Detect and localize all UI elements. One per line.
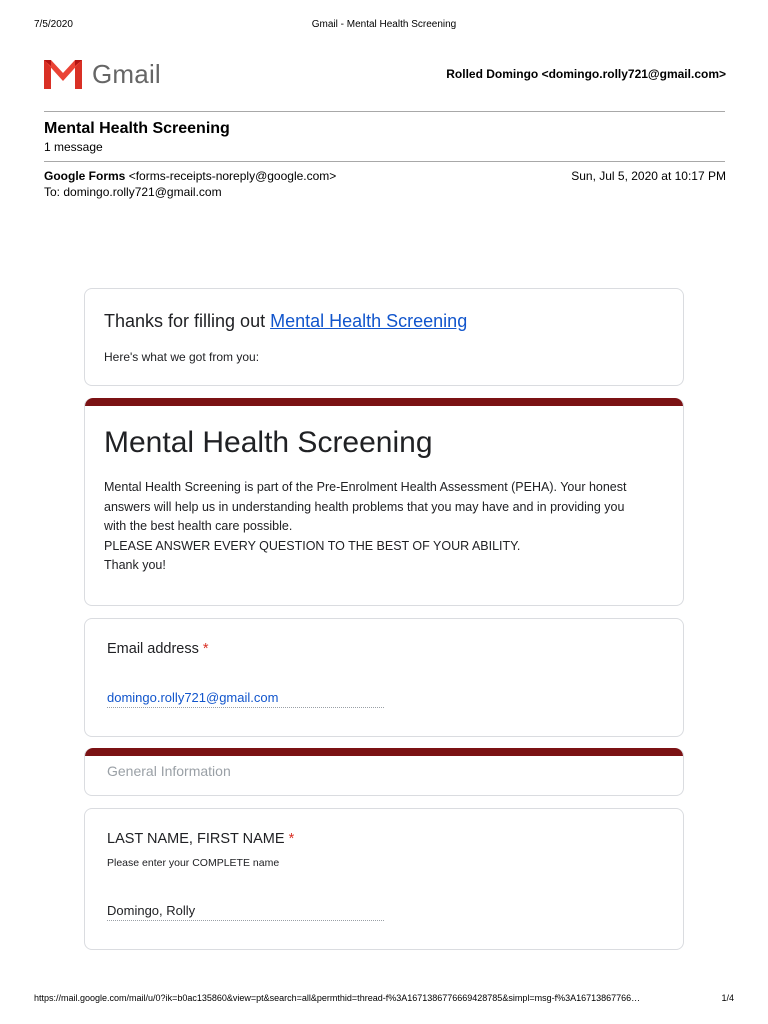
sent-date: Sun, Jul 5, 2020 at 10:17 PM bbox=[571, 169, 726, 183]
form-header-card bbox=[84, 398, 684, 606]
sender-name: Google Forms bbox=[44, 169, 126, 183]
receipt-intro-card bbox=[84, 288, 684, 386]
account-identity: Rolled Domingo <domingo.rolly721@gmail.com> bbox=[446, 67, 726, 81]
gmail-wordmark: Gmail bbox=[92, 59, 161, 89]
thanks-subtitle: Here's what we got from you: bbox=[104, 350, 260, 364]
thread-subject: Mental Health Screening bbox=[44, 120, 230, 137]
message-count: 1 message bbox=[44, 140, 103, 154]
question-help-text: Please enter your COMPLETE name bbox=[107, 857, 280, 869]
form-description-line: PLEASE ANSWER EVERY QUESTION TO THE BEST OF YOUR ABILITY. bbox=[104, 538, 521, 553]
header-divider bbox=[44, 111, 725, 112]
question-label bbox=[107, 831, 294, 847]
section-accent-bar bbox=[85, 748, 683, 756]
form-description bbox=[104, 478, 669, 576]
page-number: 1/4 bbox=[721, 993, 734, 1003]
gmail-logo[interactable] bbox=[44, 59, 161, 89]
question-label-text: Email address bbox=[107, 641, 199, 657]
question-label bbox=[107, 641, 209, 657]
required-marker: * bbox=[202, 641, 209, 657]
sender-line bbox=[44, 169, 336, 183]
section-title: General Information bbox=[107, 763, 231, 779]
print-url: https://mail.google.com/mail/u/0?ik=b0ac135860&view=pt&search=all&permthid=thread-f%3A1671386776669428785&simpl=msg-f%3A16713867766… bbox=[34, 993, 641, 1003]
message-divider bbox=[44, 161, 725, 162]
form-accent-bar bbox=[85, 398, 683, 406]
question-card-email bbox=[84, 618, 684, 737]
form-description-line: answers will help us in understanding health problems that you may have and in providing you bbox=[104, 499, 625, 514]
email-answer[interactable]: domingo.rolly721@gmail.com bbox=[107, 690, 384, 708]
form-link[interactable]: Mental Health Screening bbox=[270, 311, 468, 331]
form-description-line: Mental Health Screening is part of the Pre-Enrolment Health Assessment (PEHA). Your honest bbox=[104, 480, 627, 494]
print-date: 7/5/2020 bbox=[34, 19, 73, 30]
form-description-line: with the best health care possible. bbox=[104, 519, 293, 533]
recipient-line: To: domingo.rolly721@gmail.com bbox=[44, 185, 222, 199]
question-label-text: LAST NAME, FIRST NAME bbox=[107, 831, 285, 847]
question-card-name bbox=[84, 808, 684, 950]
print-title: Gmail - Mental Health Screening bbox=[311, 19, 457, 30]
form-title: Mental Health Screening bbox=[104, 426, 433, 459]
thanks-heading bbox=[104, 311, 467, 332]
name-answer: Domingo, Rolly bbox=[107, 903, 384, 921]
required-marker: * bbox=[288, 831, 295, 847]
section-header-card bbox=[84, 748, 684, 796]
thanks-text: Thanks for filling out bbox=[104, 311, 266, 331]
sender-email: <forms-receipts-noreply@google.com> bbox=[128, 169, 337, 183]
form-description-line: Thank you! bbox=[104, 558, 166, 572]
gmail-m-icon bbox=[44, 60, 82, 89]
